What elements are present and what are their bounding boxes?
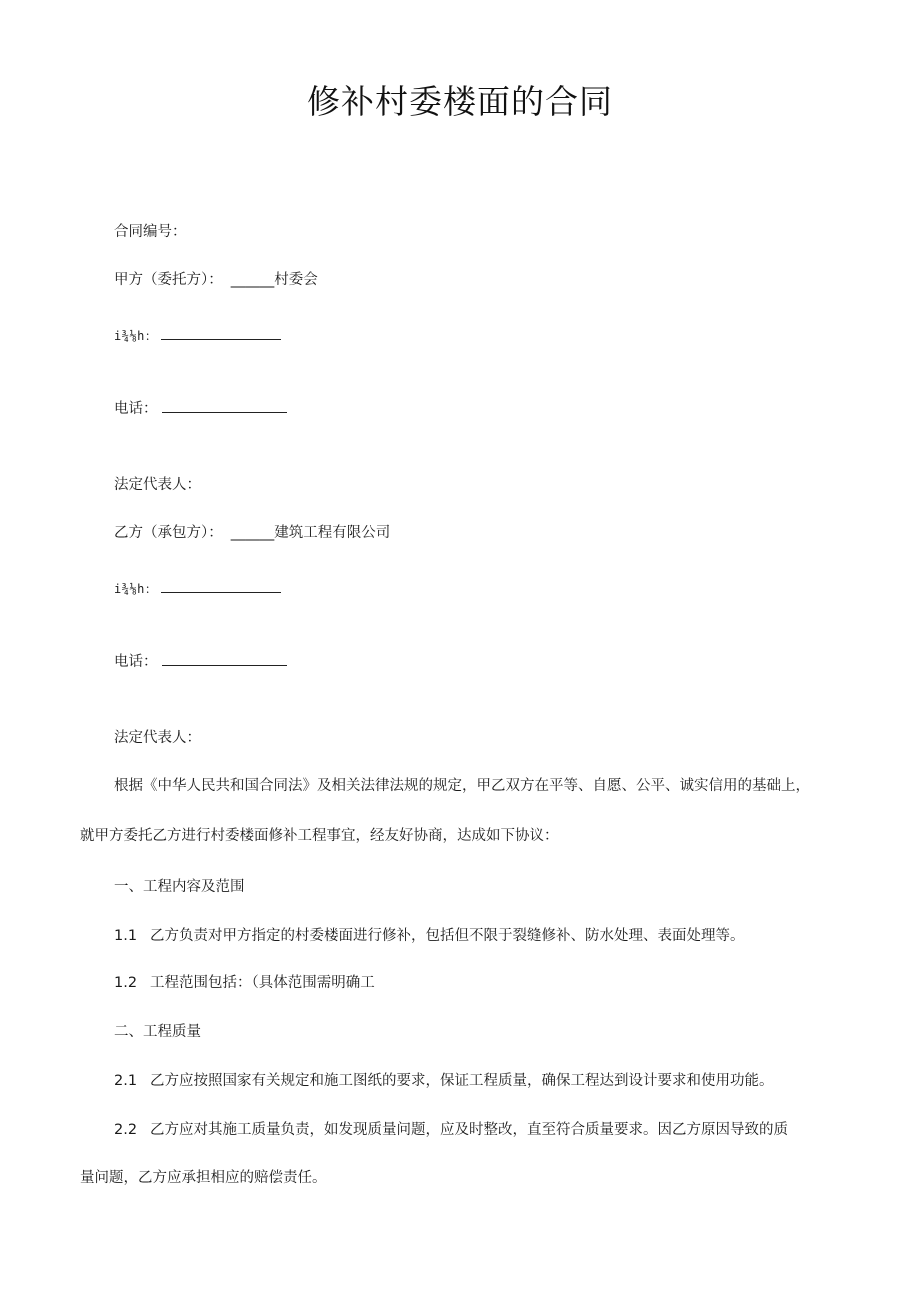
clause-text: 乙方负责对甲方指定的村委楼面进行修补，包括但不限于裂缝修补、防水处理、表面处理等。 bbox=[150, 928, 745, 944]
party-b-line bbox=[114, 523, 390, 543]
clause-number: 2.1 bbox=[114, 1073, 138, 1089]
clause-2-2 bbox=[114, 1120, 788, 1140]
party-b-phone-blank bbox=[162, 650, 287, 666]
party-b-label: 乙方（承包方）： bbox=[114, 525, 223, 541]
contract-number-label: 合同编号： bbox=[114, 224, 187, 240]
party-b-address-blank bbox=[161, 577, 281, 593]
party-b-blank: ______ bbox=[230, 525, 275, 541]
clause-2-1 bbox=[114, 1071, 774, 1091]
party-b-address-label: i¾⅛h： bbox=[114, 582, 158, 596]
clause-1-2 bbox=[114, 973, 375, 993]
party-a-phone-blank bbox=[162, 397, 287, 413]
party-a-address-label: i¾⅛h： bbox=[114, 329, 158, 343]
clause-text: 乙方应对其施工质量负责，如发现质量问题，应及时整改，直至符合质量要求。因乙方原因导致的质 bbox=[150, 1122, 788, 1138]
party-a-address-line bbox=[114, 324, 281, 346]
clause-number: 1.2 bbox=[114, 975, 138, 991]
party-b-phone-label: 电话： bbox=[114, 654, 158, 670]
party-b-phone-line bbox=[114, 650, 287, 672]
clause-number: 2.2 bbox=[114, 1122, 138, 1138]
party-a-label: 甲方（委托方）： bbox=[114, 272, 223, 288]
page-title: 修补村委楼面的合同 bbox=[307, 82, 613, 121]
party-a-address-blank bbox=[161, 324, 281, 340]
party-a-phone-label: 电话： bbox=[114, 401, 158, 417]
preamble-line-1: 根据《中华人民共和国合同法》及相关法律法规的规定，甲乙双方在平等、自愿、公平、诚实信用的基础上， bbox=[114, 778, 810, 794]
party-a-name: 村委会 bbox=[274, 272, 318, 288]
party-b-name: 建筑工程有限公司 bbox=[274, 525, 391, 541]
clause-1-1 bbox=[114, 926, 745, 946]
clause-2-2-continuation: 量问题，乙方应承担相应的赔偿责任。 bbox=[80, 1170, 327, 1186]
section-1-heading: 一、工程内容及范围 bbox=[114, 879, 245, 895]
party-b-address-line bbox=[114, 577, 281, 599]
section-2-heading: 二、工程质量 bbox=[114, 1024, 201, 1040]
party-a-line bbox=[114, 270, 318, 290]
clause-text: 乙方应按照国家有关规定和施工图纸的要求，保证工程质量，确保工程达到设计要求和使用功能。 bbox=[150, 1073, 774, 1089]
clause-text: 工程范围包括：（具体范围需明确工 bbox=[150, 975, 375, 991]
party-a-blank: ______ bbox=[230, 272, 275, 288]
party-a-phone-line bbox=[114, 397, 287, 419]
party-a-legal-rep-label: 法定代表人： bbox=[114, 477, 201, 493]
clause-number: 1.1 bbox=[114, 928, 138, 944]
preamble-line-2: 就甲方委托乙方进行村委楼面修补工程事宜，经友好协商，达成如下协议： bbox=[80, 828, 559, 844]
party-b-legal-rep-label: 法定代表人： bbox=[114, 730, 201, 746]
